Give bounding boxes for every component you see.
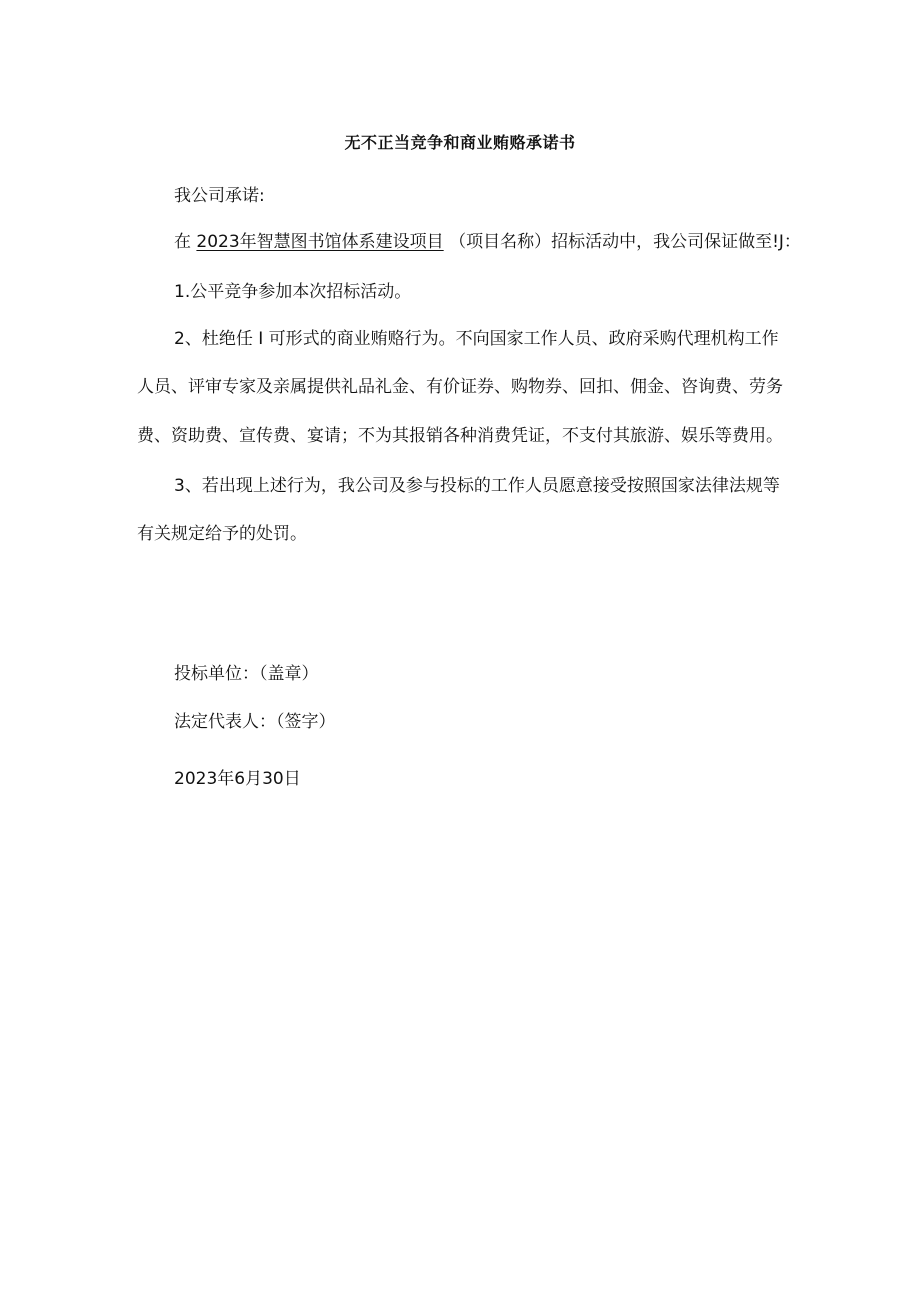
project-name: 2023年智慧图书馆体系建设项目 [196, 232, 444, 252]
item-2-line-1: 2、杜绝任 I 可形式的商业贿赂行为。不向国家工作人员、政府采购代理机构工作 [174, 329, 779, 349]
statement-suffix: （项目名称）招标活动中，我公司保证做至!J： [449, 232, 801, 252]
item-1: 1.公平竞争参加本次招标活动。 [174, 282, 412, 302]
legal-rep-signature-line: 法定代表人：（签字） [174, 712, 336, 732]
item-2-line-3: 费、资助费、宣传费、宴请；不为其报销各种消费凭证，不支付其旅游、娱乐等费用。 [137, 426, 783, 446]
document-title: 无不正当竞争和商业贿赂承诺书 [344, 133, 576, 152]
statement-line [174, 230, 801, 254]
intro-text: 我公司承诺: [174, 186, 265, 206]
item-2-line-2: 人员、评审专家及亲属提供礼品礼金、有价证券、购物券、回扣、佣金、咨询费、劳务 [137, 377, 783, 397]
item-3-line-1: 3、若出现上述行为，我公司及参与投标的工作人员愿意接受按照国家法律法规等 [174, 476, 780, 496]
statement-prefix: 在 [174, 232, 191, 252]
item-3-line-2: 有关规定给予的处罚。 [137, 524, 307, 544]
signature-date: 2023年6月30日 [174, 769, 301, 789]
bidder-signature-line: 投标单位：（盖章） [174, 664, 319, 684]
